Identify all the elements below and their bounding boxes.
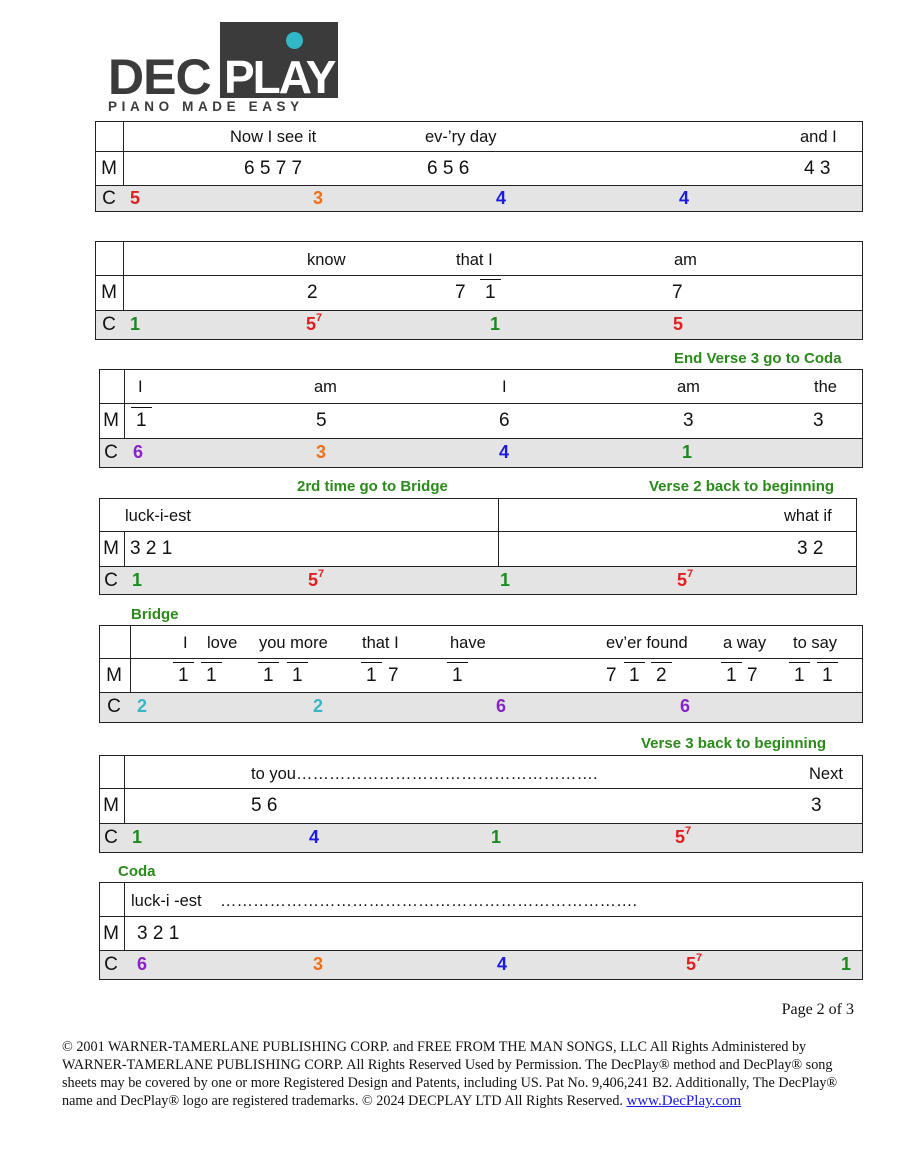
chord: 3 (313, 954, 324, 974)
melody-note-high: 1 (178, 665, 189, 686)
melody-label: M (103, 410, 119, 431)
lyric: and I (800, 128, 837, 146)
melody-row (96, 275, 862, 310)
melody-row (100, 788, 862, 823)
copyright-notice (62, 1038, 852, 1110)
melody-notes: 6 5 7 7 (244, 158, 303, 179)
chord: 1 (130, 314, 141, 334)
chord-seventh: $5^7$ (306, 312, 323, 334)
melody-note-high: 1 (136, 410, 147, 431)
melody-label: M (106, 665, 122, 686)
melody-notes: 3 2 1 (130, 538, 173, 559)
melody-note-high: 1 (292, 665, 303, 686)
melody-note: 3 (811, 795, 822, 816)
page-number: Page 2 of 3 (781, 1001, 854, 1018)
melody-label: M (103, 795, 119, 816)
lyric: Next (809, 765, 843, 783)
melody-note-high: 2 (656, 665, 667, 686)
melody-note: 7 (455, 282, 466, 303)
lyrics-row (100, 499, 856, 531)
melody-notes: 5 6 (251, 795, 278, 816)
lyric: I (502, 378, 507, 396)
melody-row (100, 531, 856, 566)
lyric: that I (362, 634, 399, 652)
melody-note-high: 1 (822, 665, 833, 686)
chord-row (100, 438, 862, 467)
chord: 6 (137, 954, 148, 974)
lyric: what if (784, 507, 832, 525)
lyric: to say (793, 634, 838, 652)
chord: 1 (841, 954, 852, 974)
lyric: luck-i -est (131, 892, 202, 910)
lyrics-row (100, 756, 862, 788)
chord: 6 (680, 696, 691, 716)
melody-note: 2 (307, 282, 318, 303)
decplay-link[interactable]: www.DecPlay.com (626, 1093, 742, 1109)
melody-note-high: 1 (726, 665, 737, 686)
direction-note: End Verse 3 go to Coda (674, 350, 842, 367)
lyric: the (814, 378, 837, 396)
chord: 2 (313, 696, 324, 716)
melody-note: 3 (683, 410, 694, 431)
direction-note: Verse 3 back to beginning (641, 735, 827, 752)
melody-note: 5 (316, 410, 327, 431)
staff-3 (99, 369, 863, 468)
staff-7 (99, 882, 863, 980)
staff-5 (99, 625, 863, 723)
chord-row (96, 310, 862, 339)
lyric: have (450, 634, 486, 652)
melody-row (100, 916, 862, 950)
melody-note-high: 1 (629, 665, 640, 686)
melody-note: 7 (388, 665, 399, 686)
melody-notes: 3 2 (797, 538, 824, 559)
melody-label: M (103, 538, 119, 559)
chord: 5 (673, 314, 684, 334)
lyric: that I (456, 251, 493, 269)
chord-label: C (104, 442, 118, 463)
chord: 3 (313, 188, 324, 208)
melody-label: M (101, 158, 117, 179)
lyric: …………………………………………………………………. (220, 892, 638, 910)
chord-row (100, 566, 856, 594)
chord: 4 (497, 954, 508, 974)
logo-dot-icon (286, 32, 303, 49)
chord: 1 (682, 442, 693, 462)
melody-row (100, 403, 862, 438)
melody-row (100, 658, 862, 692)
melody-note-high: 1 (794, 665, 805, 686)
melody-notes: 3 2 1 (137, 923, 180, 944)
direction-note: Verse 2 back to beginning (649, 478, 835, 495)
melody-label: M (103, 923, 119, 944)
chord-label: C (107, 696, 121, 717)
melody-note: 7 (747, 665, 758, 686)
melody-note-high: 1 (206, 665, 217, 686)
melody-notes: 6 5 6 (427, 158, 470, 179)
lyric: a way (723, 634, 767, 652)
melody-note-high: 1 (452, 665, 463, 686)
copyright-text: © 2001 WARNER-TAMERLANE PUBLISHING CORP. and FREE FROM THE MAN SONGS, LLC All Rights Administered by WARNER-TAMERLANE PUBLISHING CORP. All Rights Reserved Used by Permission. The DecPlay® method and DecPlay® song sheets may be covered by one or more Registered Design and Patents, including US. Pat No. 9,406,241 B2. Additionally, The DecPlay® name and DecPlay® logo are registered trademarks. © 2024 DECPLAY LTD All Rights Reserved. (62, 1039, 838, 1109)
chord-row (100, 950, 862, 979)
chord-row (96, 185, 862, 211)
chord-row (100, 823, 862, 852)
lyric: am (677, 378, 700, 396)
lyric: I (138, 378, 143, 396)
chord: 4 (499, 442, 510, 462)
chord-seventh: $5^7$ (308, 568, 325, 590)
chord-label: C (104, 954, 118, 975)
lyrics-row (100, 370, 862, 403)
logo-dec: DEC (108, 49, 211, 105)
chord: 5 (130, 188, 141, 208)
lyric: ev’er found (606, 634, 688, 652)
lyric: am (674, 251, 697, 269)
melody-note: 6 (499, 410, 510, 431)
lyric: am (314, 378, 337, 396)
chord: 1 (500, 570, 511, 590)
section-label-coda: Coda (118, 863, 156, 880)
chord: 3 (316, 442, 327, 462)
lyric: luck-i-est (125, 507, 192, 525)
lyric: Now I see it (230, 128, 317, 146)
staff-4 (99, 498, 857, 595)
staff-6 (99, 755, 863, 853)
chord: 1 (490, 314, 501, 334)
lyrics-row (100, 883, 862, 916)
lyric: ev-’ry day (425, 128, 497, 146)
lyrics-row (100, 626, 862, 658)
chord-label: C (104, 827, 118, 848)
logo-tagline: PIANO MADE EASY (108, 99, 304, 114)
melody-label: M (101, 282, 117, 303)
chord-seventh: $5^7$ (686, 952, 703, 974)
chord-label: C (102, 188, 116, 209)
lyric: to you………………………………………………. (251, 765, 598, 783)
lyric: you more (259, 634, 328, 652)
chord: 6 (496, 696, 507, 716)
decplay-logo (108, 22, 340, 118)
chord: 4 (679, 188, 690, 208)
chord: 6 (133, 442, 144, 462)
chord: 1 (132, 570, 143, 590)
logo-play: PLAY (224, 51, 335, 103)
direction-note: 2rd time go to Bridge (297, 478, 448, 495)
melody-note: 3 (813, 410, 824, 431)
chord-label: C (102, 314, 116, 335)
lyric: I (183, 634, 188, 652)
staff-1 (95, 121, 863, 212)
chord: 4 (309, 827, 320, 847)
chord-row (100, 692, 862, 722)
chord: 1 (491, 827, 502, 847)
melody-note: 7 (672, 282, 683, 303)
section-label-bridge: Bridge (131, 606, 179, 623)
chord-label: C (104, 570, 118, 591)
chord-seventh: $5^7$ (677, 568, 694, 590)
melody-note-high: 1 (366, 665, 377, 686)
melody-note-high: 1 (485, 282, 496, 303)
lyric: love (207, 634, 238, 652)
staff-2 (95, 241, 863, 340)
lyric: know (307, 251, 346, 269)
chord: 2 (137, 696, 148, 716)
chord: 1 (132, 827, 143, 847)
chord: 4 (496, 188, 507, 208)
chord-seventh: $5^7$ (675, 825, 692, 847)
lyrics-row (96, 242, 862, 275)
melody-note-high: 1 (263, 665, 274, 686)
melody-row (96, 151, 862, 185)
lyrics-row (96, 122, 862, 151)
melody-note: 7 (606, 665, 617, 686)
melody-notes: 4 3 (804, 158, 831, 179)
